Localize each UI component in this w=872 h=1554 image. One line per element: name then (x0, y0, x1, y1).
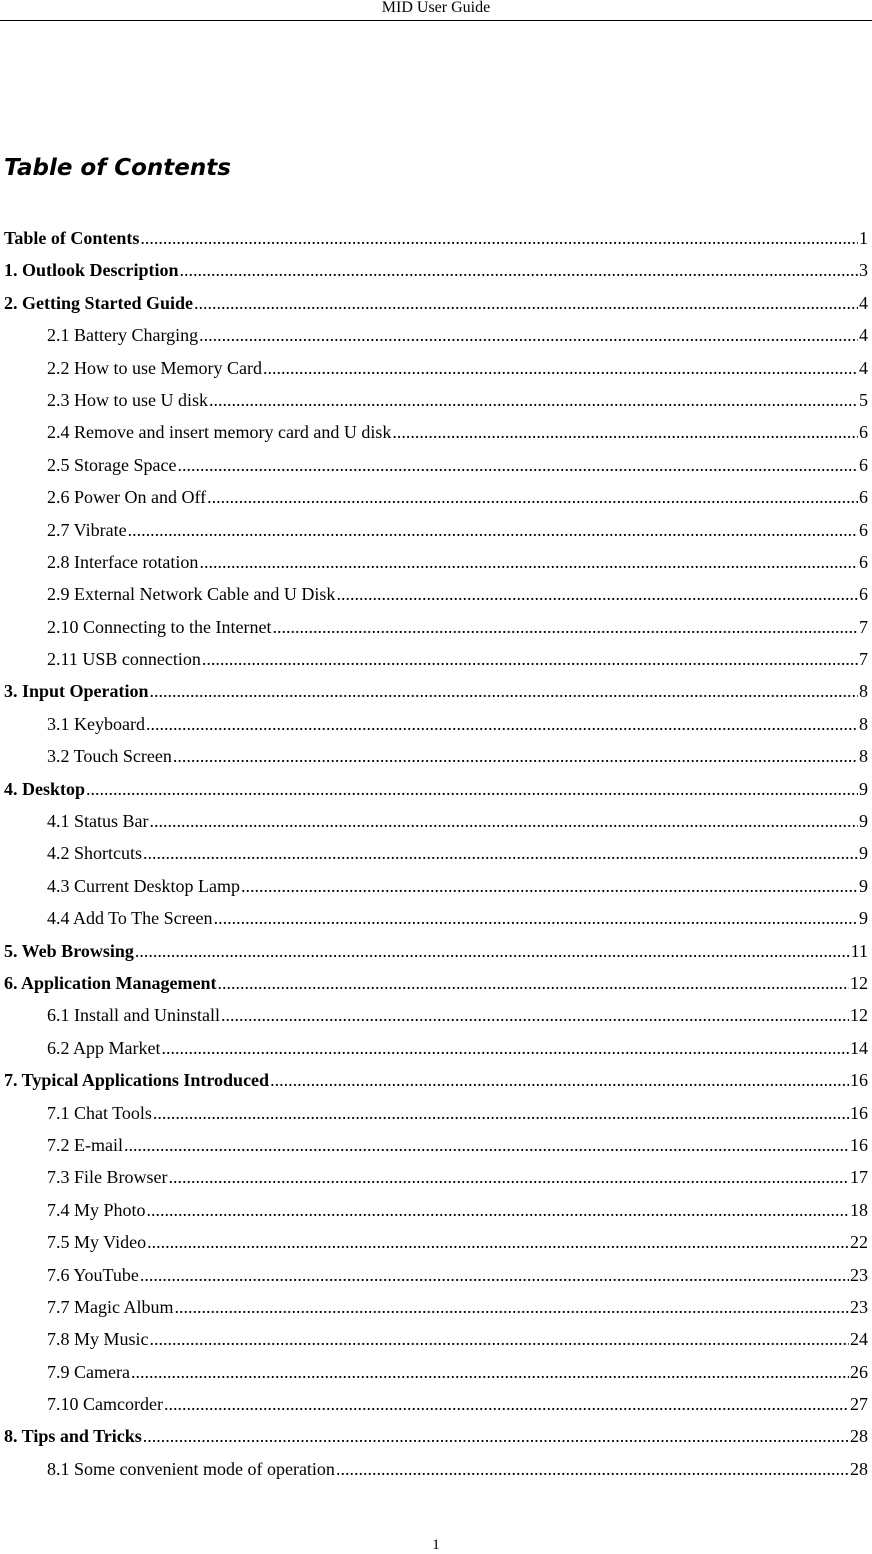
dot-leader (270, 1066, 849, 1094)
dot-leader (194, 289, 858, 317)
toc-entry[interactable] (4, 904, 868, 936)
toc-entry-label: 2.11 USB connection (47, 649, 201, 670)
toc-entry-page: 3 (859, 260, 868, 281)
toc-entry[interactable] (4, 677, 868, 709)
toc-entry-label: 6.2 App Market (47, 1037, 161, 1058)
dot-leader (150, 1325, 849, 1353)
toc-entry-label: 4.1 Status Bar (47, 811, 149, 832)
dot-leader (392, 418, 858, 446)
toc-entry-page: 18 (850, 1199, 868, 1220)
toc-entry-page: 6 (859, 487, 868, 508)
dot-leader (221, 1001, 849, 1029)
toc-entry[interactable] (4, 775, 868, 807)
toc-entry-label: 4.3 Current Desktop Lamp (47, 875, 240, 896)
toc-entry[interactable] (4, 645, 868, 677)
dot-leader (336, 580, 858, 608)
toc-entry-label: 7.10 Camcorder (47, 1394, 163, 1415)
dot-leader (272, 613, 858, 641)
dot-leader (147, 1228, 849, 1256)
dot-leader (143, 839, 858, 867)
dot-leader (147, 1196, 849, 1224)
toc-entry-label: 7.9 Camera (47, 1361, 130, 1382)
toc-entry[interactable] (4, 742, 868, 774)
toc-entry-page: 12 (850, 1005, 868, 1026)
toc-entry[interactable] (4, 256, 868, 288)
toc-entry-label: 7.2 E-mail (47, 1134, 123, 1155)
toc-entry-label: 6.1 Install and Uninstall (47, 1005, 220, 1026)
toc-entry[interactable] (4, 1066, 868, 1098)
toc-entry-page: 4 (859, 357, 868, 378)
page-title: Table of Contents (4, 155, 231, 181)
toc-entry-label: 7.7 Magic Album (47, 1296, 174, 1317)
header-title: MID User Guide (381, 0, 491, 16)
toc-entry-page: 11 (850, 940, 868, 961)
dot-leader (86, 775, 858, 803)
toc-entry-label: 2.1 Battery Charging (47, 325, 199, 346)
toc-entry[interactable] (4, 516, 868, 548)
toc-entry[interactable] (4, 548, 868, 580)
dot-leader (214, 904, 858, 932)
toc-entry-label: 8.1 Some convenient mode of operation (47, 1458, 335, 1479)
toc-entry[interactable] (4, 1358, 868, 1390)
toc-entry-page: 7 (859, 616, 868, 637)
dot-leader (180, 256, 858, 284)
toc-entry-page: 24 (850, 1329, 868, 1350)
toc-entry-page: 26 (850, 1361, 868, 1382)
toc-entry-page: 22 (850, 1232, 868, 1253)
toc-entry[interactable] (4, 418, 868, 450)
toc-entry-page: 28 (850, 1458, 868, 1479)
toc-entry-label: 2.3 How to use U disk (47, 389, 208, 410)
toc-entry-page: 27 (850, 1394, 868, 1415)
toc-entry[interactable] (4, 872, 868, 904)
dot-leader (146, 710, 858, 738)
toc-entry-label: 8. Tips and Tricks (4, 1426, 142, 1447)
dot-leader (164, 1390, 849, 1418)
toc-entry[interactable] (4, 1131, 868, 1163)
dot-leader (143, 1422, 849, 1450)
toc-entry-page: 4 (859, 325, 868, 346)
toc-entry[interactable] (4, 386, 868, 418)
toc-entry-page: 14 (850, 1037, 868, 1058)
toc-entry-label: 3.2 Touch Screen (47, 746, 172, 767)
toc-entry-label: 7.1 Chat Tools (47, 1102, 152, 1123)
toc-entry-label: 7.8 My Music (47, 1329, 149, 1350)
dot-leader (150, 677, 858, 705)
dot-leader (173, 742, 858, 770)
toc-entry-label: 2.5 Storage Space (47, 454, 177, 475)
toc-entry[interactable] (4, 1261, 868, 1293)
toc-entry[interactable] (4, 1163, 868, 1195)
dot-leader (150, 807, 859, 835)
toc-entry[interactable] (4, 483, 868, 515)
dot-leader (202, 645, 858, 673)
toc-entry[interactable] (4, 937, 868, 969)
toc-entry-label: 1. Outlook Description (4, 260, 179, 281)
toc-entry[interactable] (4, 321, 868, 353)
toc-entry-label: 7.4 My Photo (47, 1199, 146, 1220)
toc-entry-page: 6 (859, 422, 868, 443)
toc-entry-page: 8 (859, 746, 868, 767)
running-header (0, 0, 872, 21)
toc-entry-page: 6 (859, 454, 868, 475)
dot-leader (161, 1034, 849, 1062)
toc-entry[interactable] (4, 1455, 868, 1487)
toc-entry[interactable] (4, 1390, 868, 1422)
toc-entry-label: Table of Contents (4, 228, 140, 248)
toc-entry-page: 16 (850, 1070, 868, 1091)
toc-entry[interactable] (4, 839, 868, 871)
toc-entry-label: 7.6 YouTube (47, 1264, 139, 1285)
toc-entry[interactable] (4, 1293, 868, 1325)
toc-entry-label: 7.5 My Video (47, 1232, 147, 1253)
toc-entry-page: 17 (850, 1167, 868, 1188)
toc-entry[interactable] (4, 451, 868, 483)
dot-leader (207, 483, 858, 511)
dot-leader (175, 1293, 850, 1321)
dot-leader (209, 386, 858, 414)
toc-entry-page: 6 (859, 551, 868, 572)
toc-entry-label: 3. Input Operation (4, 681, 149, 702)
dot-leader (177, 451, 858, 479)
dot-leader (169, 1163, 850, 1191)
toc-entry-label: 5. Web Browsing (4, 940, 134, 961)
toc-entry-page: 16 (850, 1102, 868, 1123)
toc-entry-label: 2.8 Interface rotation (47, 551, 199, 572)
toc-entry[interactable] (4, 354, 868, 386)
toc-entry-label: 4. Desktop (4, 778, 86, 799)
toc-entry[interactable] (4, 1034, 868, 1066)
toc-entry[interactable] (4, 224, 868, 256)
toc-entry-label: 2.6 Power On and Off (47, 487, 207, 508)
toc-entry[interactable] (4, 1196, 868, 1228)
toc-entry-page: 9 (859, 843, 868, 864)
page-number: 1 (432, 1537, 440, 1553)
toc-entry[interactable] (4, 807, 868, 839)
toc-entry[interactable] (4, 1099, 868, 1131)
toc-entry-label: 2.7 Vibrate (47, 519, 127, 540)
toc-entry-page: 8 (859, 713, 868, 734)
table-of-contents (4, 224, 868, 1487)
toc-entry-label: 2. Getting Started Guide (4, 292, 193, 313)
page-footer (0, 1537, 872, 1553)
dot-leader (124, 1131, 849, 1159)
toc-entry[interactable] (4, 1422, 868, 1454)
dot-leader (140, 224, 858, 252)
toc-entry-label: 6. Application Management (4, 972, 217, 993)
toc-entry-page: 8 (859, 681, 868, 702)
toc-entry-label: 7. Typical Applications Introduced (4, 1070, 270, 1091)
toc-entry-label: 3.1 Keyboard (47, 713, 145, 734)
toc-entry-label: 4.4 Add To The Screen (47, 908, 213, 929)
toc-entry[interactable] (4, 1001, 868, 1033)
toc-entry-page: 12 (850, 972, 868, 993)
toc-entry-label: 4.2 Shortcuts (47, 843, 143, 864)
toc-entry[interactable] (4, 1325, 868, 1357)
toc-entry[interactable] (4, 1228, 868, 1260)
toc-entry[interactable] (4, 710, 868, 742)
toc-entry-page: 4 (859, 292, 868, 313)
dot-leader (199, 321, 858, 349)
dot-leader (263, 354, 858, 382)
toc-entry-page: 23 (850, 1264, 868, 1285)
dot-leader (153, 1099, 849, 1127)
toc-entry[interactable] (4, 580, 868, 612)
dot-leader (135, 937, 850, 965)
toc-entry-page: 7 (859, 649, 868, 670)
dot-leader (131, 1358, 849, 1386)
dot-leader (336, 1455, 849, 1483)
toc-entry-label: 2.2 How to use Memory Card (47, 357, 262, 378)
toc-entry-label: 7.3 File Browser (47, 1167, 168, 1188)
toc-entry-label: 2.9 External Network Cable and U Disk (47, 584, 336, 605)
dot-leader (241, 872, 858, 900)
toc-entry-page: 23 (850, 1296, 868, 1317)
toc-entry-label: 2.4 Remove and insert memory card and U disk (47, 422, 392, 443)
toc-entry-page: 9 (859, 875, 868, 896)
toc-entry-page: 16 (850, 1134, 868, 1155)
toc-entry[interactable] (4, 613, 868, 645)
toc-entry-page: 5 (859, 389, 868, 410)
toc-entry-page: 6 (859, 584, 868, 605)
toc-entry[interactable] (4, 969, 868, 1001)
dot-leader (128, 516, 858, 544)
toc-entry-page: 9 (859, 811, 868, 832)
toc-entry-page: 6 (859, 519, 868, 540)
toc-entry-page: 9 (859, 778, 868, 799)
dot-leader (140, 1261, 849, 1289)
toc-entry-page: 28 (850, 1426, 868, 1447)
toc-entry-label: 2.10 Connecting to the Internet (47, 616, 272, 637)
toc-entry[interactable] (4, 289, 868, 321)
dot-leader (218, 969, 849, 997)
toc-entry-page: 9 (859, 908, 868, 929)
dot-leader (199, 548, 858, 576)
toc-entry-page: 1 (859, 228, 868, 248)
